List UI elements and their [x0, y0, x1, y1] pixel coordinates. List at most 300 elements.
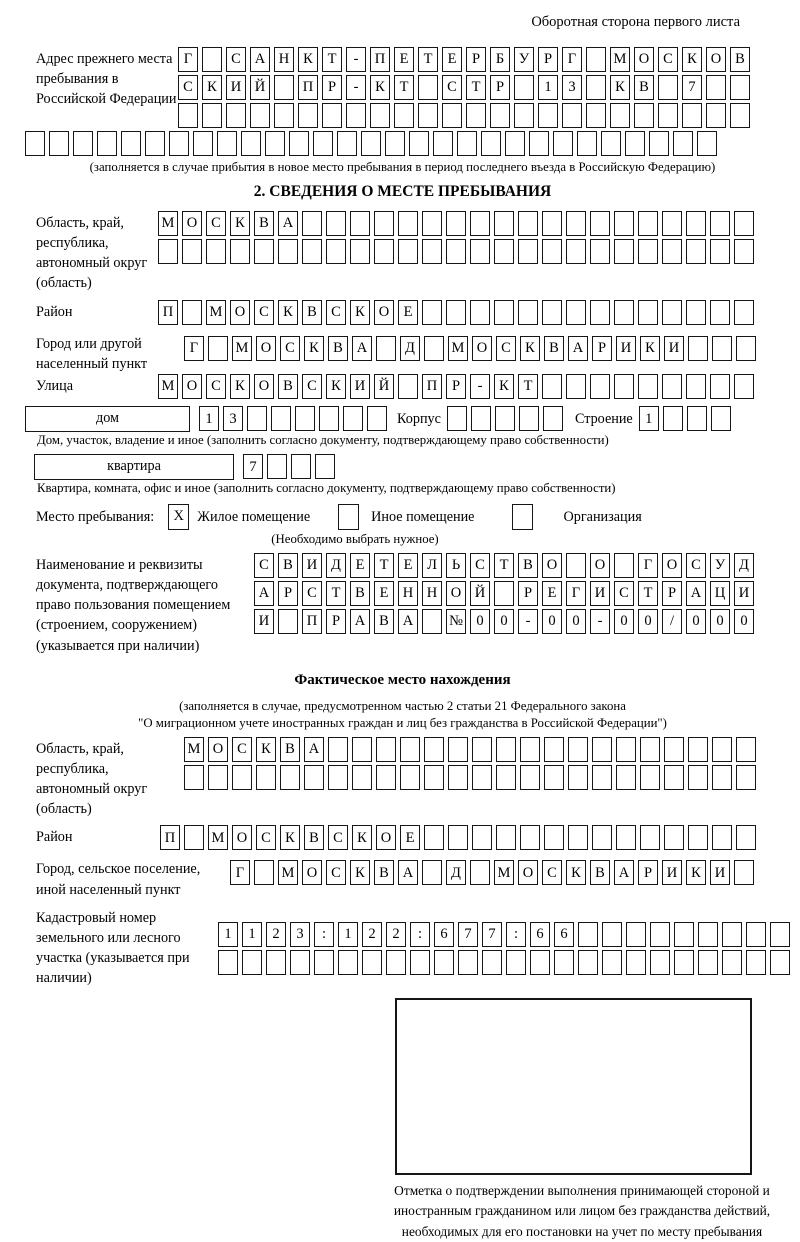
char-cell[interactable]	[519, 406, 539, 431]
char-cell[interactable]: С	[496, 336, 516, 361]
char-cell[interactable]: В	[278, 374, 298, 399]
char-cell[interactable]: Г	[638, 553, 658, 578]
char-cell[interactable]: К	[230, 374, 250, 399]
char-cell[interactable]	[193, 131, 213, 156]
char-cell[interactable]	[730, 75, 750, 100]
char-cell[interactable]	[698, 950, 718, 975]
char-cell[interactable]	[730, 103, 750, 128]
char-cell[interactable]: Р	[638, 860, 658, 885]
char-cell[interactable]	[290, 950, 310, 975]
char-cell[interactable]	[688, 825, 708, 850]
char-cell[interactable]	[662, 300, 682, 325]
char-cell[interactable]	[424, 737, 444, 762]
char-cell[interactable]	[710, 239, 730, 264]
char-cell[interactable]	[662, 374, 682, 399]
char-cell[interactable]	[586, 47, 606, 72]
char-cell[interactable]: К	[278, 300, 298, 325]
char-cell[interactable]	[658, 103, 678, 128]
char-cell[interactable]	[542, 374, 562, 399]
char-cell[interactable]	[614, 374, 634, 399]
char-cell[interactable]	[458, 950, 478, 975]
char-cell[interactable]	[710, 374, 730, 399]
char-cell[interactable]	[544, 825, 564, 850]
char-cell[interactable]	[566, 374, 586, 399]
char-cell[interactable]: М	[184, 737, 204, 762]
char-cell[interactable]: К	[520, 336, 540, 361]
char-cell[interactable]: 0	[638, 609, 658, 634]
char-cell[interactable]	[674, 950, 694, 975]
char-cell[interactable]	[446, 239, 466, 264]
char-cell[interactable]: 2	[386, 922, 406, 947]
char-cell[interactable]	[638, 300, 658, 325]
char-cell[interactable]	[447, 406, 467, 431]
char-cell[interactable]: 0	[542, 609, 562, 634]
char-cell[interactable]: О	[254, 374, 274, 399]
char-cell[interactable]	[520, 765, 540, 790]
char-cell[interactable]: Е	[400, 825, 420, 850]
char-cell[interactable]: Т	[494, 553, 514, 578]
char-cell[interactable]	[315, 454, 335, 479]
char-cell[interactable]: В	[374, 860, 394, 885]
char-cell[interactable]	[736, 737, 756, 762]
char-cell[interactable]: С	[614, 581, 634, 606]
char-cell[interactable]	[520, 737, 540, 762]
char-cell[interactable]: Т	[394, 75, 414, 100]
char-cell[interactable]	[494, 300, 514, 325]
char-cell[interactable]: А	[350, 609, 370, 634]
char-cell[interactable]	[448, 737, 468, 762]
char-cell[interactable]	[184, 765, 204, 790]
char-cell[interactable]	[217, 131, 237, 156]
char-cell[interactable]	[247, 406, 267, 431]
char-cell[interactable]: Н	[422, 581, 442, 606]
char-cell[interactable]	[182, 300, 202, 325]
char-cell[interactable]	[202, 47, 222, 72]
char-cell[interactable]: С	[256, 825, 276, 850]
char-cell[interactable]	[711, 406, 731, 431]
char-cell[interactable]: Е	[350, 553, 370, 578]
char-cell[interactable]	[568, 765, 588, 790]
char-cell[interactable]: Р	[662, 581, 682, 606]
char-cell[interactable]: С	[254, 553, 274, 578]
char-cell[interactable]: И	[664, 336, 684, 361]
char-cell[interactable]	[514, 103, 534, 128]
char-cell[interactable]	[278, 239, 298, 264]
char-cell[interactable]	[562, 103, 582, 128]
char-cell[interactable]: Б	[490, 47, 510, 72]
char-cell[interactable]: К	[494, 374, 514, 399]
char-cell[interactable]	[280, 765, 300, 790]
char-cell[interactable]	[538, 103, 558, 128]
char-cell[interactable]	[424, 336, 444, 361]
char-cell[interactable]	[418, 75, 438, 100]
char-cell[interactable]	[682, 103, 702, 128]
char-cell[interactable]	[686, 239, 706, 264]
char-cell[interactable]	[361, 131, 381, 156]
char-cell[interactable]	[409, 131, 429, 156]
char-cell[interactable]: И	[254, 609, 274, 634]
char-cell[interactable]: 2	[362, 922, 382, 947]
char-cell[interactable]	[710, 300, 730, 325]
char-cell[interactable]	[566, 239, 586, 264]
char-cell[interactable]	[746, 950, 766, 975]
char-cell[interactable]	[208, 336, 228, 361]
char-cell[interactable]	[505, 131, 525, 156]
char-cell[interactable]	[712, 336, 732, 361]
checkbox-zhiloe[interactable]: X	[168, 504, 189, 530]
char-cell[interactable]	[553, 131, 573, 156]
char-cell[interactable]: К	[686, 860, 706, 885]
char-cell[interactable]	[688, 336, 708, 361]
char-cell[interactable]: К	[256, 737, 276, 762]
char-cell[interactable]: П	[298, 75, 318, 100]
char-cell[interactable]: А	[352, 336, 372, 361]
char-cell[interactable]: С	[226, 47, 246, 72]
char-cell[interactable]: А	[398, 609, 418, 634]
char-cell[interactable]	[274, 103, 294, 128]
char-cell[interactable]: Й	[374, 374, 394, 399]
char-cell[interactable]	[470, 300, 490, 325]
char-cell[interactable]	[472, 825, 492, 850]
char-cell[interactable]	[278, 609, 298, 634]
char-cell[interactable]	[626, 922, 646, 947]
char-cell[interactable]	[554, 950, 574, 975]
char-cell[interactable]: С	[658, 47, 678, 72]
char-cell[interactable]: И	[616, 336, 636, 361]
char-cell[interactable]: К	[350, 860, 370, 885]
char-cell[interactable]: 6	[434, 922, 454, 947]
char-cell[interactable]: И	[350, 374, 370, 399]
char-cell[interactable]: С	[442, 75, 462, 100]
char-cell[interactable]: П	[302, 609, 322, 634]
char-cell[interactable]	[254, 239, 274, 264]
char-cell[interactable]: Р	[592, 336, 612, 361]
char-cell[interactable]: М	[494, 860, 514, 885]
char-cell[interactable]	[266, 950, 286, 975]
char-cell[interactable]: 6	[554, 922, 574, 947]
char-cell[interactable]: Д	[446, 860, 466, 885]
char-cell[interactable]	[374, 239, 394, 264]
char-cell[interactable]	[271, 406, 291, 431]
char-cell[interactable]: В	[278, 553, 298, 578]
char-cell[interactable]	[638, 211, 658, 236]
char-cell[interactable]	[314, 950, 334, 975]
char-cell[interactable]	[577, 131, 597, 156]
char-cell[interactable]	[265, 131, 285, 156]
char-cell[interactable]: В	[634, 75, 654, 100]
char-cell[interactable]	[590, 374, 610, 399]
char-cell[interactable]: -	[346, 47, 366, 72]
char-cell[interactable]	[202, 103, 222, 128]
char-cell[interactable]	[367, 406, 387, 431]
char-cell[interactable]	[319, 406, 339, 431]
char-cell[interactable]	[601, 131, 621, 156]
char-cell[interactable]	[481, 131, 501, 156]
char-cell[interactable]	[422, 211, 442, 236]
char-cell[interactable]	[326, 239, 346, 264]
char-cell[interactable]: 7	[243, 454, 263, 479]
char-cell[interactable]	[586, 103, 606, 128]
char-cell[interactable]: К	[610, 75, 630, 100]
char-cell[interactable]	[230, 239, 250, 264]
char-cell[interactable]	[472, 737, 492, 762]
char-cell[interactable]	[471, 406, 491, 431]
char-cell[interactable]	[376, 737, 396, 762]
char-cell[interactable]	[686, 211, 706, 236]
char-cell[interactable]	[242, 950, 262, 975]
char-cell[interactable]: Ь	[446, 553, 466, 578]
char-cell[interactable]	[470, 239, 490, 264]
char-cell[interactable]: 1	[242, 922, 262, 947]
char-cell[interactable]	[496, 825, 516, 850]
char-cell[interactable]: Е	[398, 300, 418, 325]
char-cell[interactable]	[626, 950, 646, 975]
char-cell[interactable]	[25, 131, 45, 156]
char-cell[interactable]	[770, 922, 790, 947]
char-cell[interactable]: Е	[398, 553, 418, 578]
char-cell[interactable]	[398, 239, 418, 264]
char-cell[interactable]	[446, 300, 466, 325]
char-cell[interactable]	[592, 737, 612, 762]
char-cell[interactable]: С	[328, 825, 348, 850]
char-cell[interactable]	[49, 131, 69, 156]
char-cell[interactable]	[448, 825, 468, 850]
char-cell[interactable]: Т	[326, 581, 346, 606]
char-cell[interactable]	[208, 765, 228, 790]
char-cell[interactable]	[386, 950, 406, 975]
char-cell[interactable]	[338, 950, 358, 975]
char-cell[interactable]	[530, 950, 550, 975]
char-cell[interactable]	[734, 860, 754, 885]
char-cell[interactable]: В	[544, 336, 564, 361]
char-cell[interactable]	[686, 374, 706, 399]
char-cell[interactable]: 0	[566, 609, 586, 634]
char-cell[interactable]	[295, 406, 315, 431]
char-cell[interactable]: А	[304, 737, 324, 762]
char-cell[interactable]: 0	[470, 609, 490, 634]
char-cell[interactable]	[424, 765, 444, 790]
char-cell[interactable]: О	[706, 47, 726, 72]
char-cell[interactable]: Р	[278, 581, 298, 606]
char-cell[interactable]: К	[326, 374, 346, 399]
char-cell[interactable]: И	[710, 860, 730, 885]
char-cell[interactable]: П	[370, 47, 390, 72]
char-cell[interactable]	[182, 239, 202, 264]
char-cell[interactable]: В	[280, 737, 300, 762]
char-cell[interactable]: С	[326, 300, 346, 325]
char-cell[interactable]	[614, 553, 634, 578]
char-cell[interactable]	[376, 336, 396, 361]
char-cell[interactable]	[218, 950, 238, 975]
char-cell[interactable]	[352, 737, 372, 762]
char-cell[interactable]: О	[376, 825, 396, 850]
char-cell[interactable]	[638, 374, 658, 399]
char-cell[interactable]: Ц	[710, 581, 730, 606]
char-cell[interactable]	[121, 131, 141, 156]
char-cell[interactable]	[734, 211, 754, 236]
char-cell[interactable]	[232, 765, 252, 790]
char-cell[interactable]: 6	[530, 922, 550, 947]
char-cell[interactable]: А	[278, 211, 298, 236]
char-cell[interactable]	[706, 103, 726, 128]
char-cell[interactable]	[490, 103, 510, 128]
char-cell[interactable]: С	[254, 300, 274, 325]
char-cell[interactable]: В	[374, 609, 394, 634]
char-cell[interactable]: Н	[398, 581, 418, 606]
char-cell[interactable]: 7	[458, 922, 478, 947]
char-cell[interactable]	[442, 103, 462, 128]
char-cell[interactable]	[614, 211, 634, 236]
char-cell[interactable]: Е	[442, 47, 462, 72]
char-cell[interactable]: В	[590, 860, 610, 885]
char-cell[interactable]	[470, 211, 490, 236]
char-cell[interactable]: Р	[490, 75, 510, 100]
char-cell[interactable]	[592, 765, 612, 790]
char-cell[interactable]: О	[230, 300, 250, 325]
char-cell[interactable]: О	[446, 581, 466, 606]
char-cell[interactable]: О	[182, 374, 202, 399]
char-cell[interactable]	[394, 103, 414, 128]
char-cell[interactable]	[302, 239, 322, 264]
char-cell[interactable]	[400, 737, 420, 762]
char-cell[interactable]	[770, 950, 790, 975]
char-cell[interactable]	[206, 239, 226, 264]
char-cell[interactable]	[352, 765, 372, 790]
char-cell[interactable]: К	[202, 75, 222, 100]
char-cell[interactable]	[470, 860, 490, 885]
char-cell[interactable]	[746, 922, 766, 947]
char-cell[interactable]	[543, 406, 563, 431]
char-cell[interactable]: Й	[250, 75, 270, 100]
char-cell[interactable]	[638, 239, 658, 264]
char-cell[interactable]: 0	[734, 609, 754, 634]
char-cell[interactable]	[398, 211, 418, 236]
char-cell[interactable]	[734, 300, 754, 325]
char-cell[interactable]: А	[686, 581, 706, 606]
char-cell[interactable]: :	[314, 922, 334, 947]
char-cell[interactable]: О	[634, 47, 654, 72]
char-cell[interactable]	[649, 131, 669, 156]
char-cell[interactable]: О	[472, 336, 492, 361]
char-cell[interactable]	[466, 103, 486, 128]
char-cell[interactable]: М	[448, 336, 468, 361]
char-cell[interactable]	[518, 211, 538, 236]
char-cell[interactable]: Е	[374, 581, 394, 606]
char-cell[interactable]	[400, 765, 420, 790]
char-cell[interactable]	[350, 211, 370, 236]
char-cell[interactable]	[457, 131, 477, 156]
char-cell[interactable]: М	[278, 860, 298, 885]
char-cell[interactable]: И	[662, 860, 682, 885]
char-cell[interactable]	[640, 825, 660, 850]
char-cell[interactable]	[289, 131, 309, 156]
char-cell[interactable]: К	[566, 860, 586, 885]
char-cell[interactable]: С	[178, 75, 198, 100]
char-cell[interactable]: Р	[466, 47, 486, 72]
char-cell[interactable]	[616, 737, 636, 762]
char-cell[interactable]	[518, 239, 538, 264]
char-cell[interactable]	[158, 239, 178, 264]
char-cell[interactable]	[184, 825, 204, 850]
char-cell[interactable]	[73, 131, 93, 156]
char-cell[interactable]	[328, 765, 348, 790]
char-cell[interactable]	[640, 737, 660, 762]
char-cell[interactable]: С	[542, 860, 562, 885]
char-cell[interactable]	[625, 131, 645, 156]
char-cell[interactable]	[610, 103, 630, 128]
char-cell[interactable]: М	[206, 300, 226, 325]
char-cell[interactable]: С	[302, 581, 322, 606]
char-cell[interactable]: Т	[374, 553, 394, 578]
char-cell[interactable]: 1	[199, 406, 219, 431]
char-cell[interactable]: В	[350, 581, 370, 606]
char-cell[interactable]	[410, 950, 430, 975]
char-cell[interactable]	[566, 211, 586, 236]
char-cell[interactable]	[688, 765, 708, 790]
char-cell[interactable]	[650, 922, 670, 947]
char-cell[interactable]	[398, 374, 418, 399]
char-cell[interactable]	[663, 406, 683, 431]
char-cell[interactable]: 0	[710, 609, 730, 634]
char-cell[interactable]	[722, 950, 742, 975]
char-cell[interactable]	[494, 581, 514, 606]
char-cell[interactable]	[424, 825, 444, 850]
char-cell[interactable]	[544, 765, 564, 790]
apartment-box[interactable]: квартира	[34, 454, 234, 480]
char-cell[interactable]: В	[302, 300, 322, 325]
char-cell[interactable]: С	[206, 374, 226, 399]
char-cell[interactable]: 1	[338, 922, 358, 947]
char-cell[interactable]: Т	[466, 75, 486, 100]
checkbox-organizatsiya[interactable]	[512, 504, 533, 530]
char-cell[interactable]	[686, 300, 706, 325]
char-cell[interactable]: 3	[562, 75, 582, 100]
char-cell[interactable]: С	[686, 553, 706, 578]
char-cell[interactable]	[434, 950, 454, 975]
char-cell[interactable]: В	[518, 553, 538, 578]
char-cell[interactable]	[313, 131, 333, 156]
char-cell[interactable]: Р	[322, 75, 342, 100]
char-cell[interactable]	[566, 300, 586, 325]
char-cell[interactable]: Р	[518, 581, 538, 606]
char-cell[interactable]: К	[682, 47, 702, 72]
char-cell[interactable]	[446, 211, 466, 236]
char-cell[interactable]: С	[326, 860, 346, 885]
char-cell[interactable]	[302, 211, 322, 236]
char-cell[interactable]	[494, 211, 514, 236]
char-cell[interactable]	[664, 737, 684, 762]
char-cell[interactable]	[712, 825, 732, 850]
char-cell[interactable]: М	[158, 211, 178, 236]
char-cell[interactable]: К	[280, 825, 300, 850]
char-cell[interactable]	[542, 300, 562, 325]
char-cell[interactable]: 7	[482, 922, 502, 947]
char-cell[interactable]	[494, 239, 514, 264]
char-cell[interactable]: А	[250, 47, 270, 72]
char-cell[interactable]: Г	[562, 47, 582, 72]
char-cell[interactable]	[145, 131, 165, 156]
char-cell[interactable]: О	[542, 553, 562, 578]
char-cell[interactable]: Р	[446, 374, 466, 399]
char-cell[interactable]: Д	[734, 553, 754, 578]
char-cell[interactable]: С	[302, 374, 322, 399]
char-cell[interactable]: Г	[566, 581, 586, 606]
char-cell[interactable]	[578, 922, 598, 947]
char-cell[interactable]	[326, 211, 346, 236]
char-cell[interactable]: В	[254, 211, 274, 236]
char-cell[interactable]	[496, 765, 516, 790]
char-cell[interactable]	[658, 75, 678, 100]
